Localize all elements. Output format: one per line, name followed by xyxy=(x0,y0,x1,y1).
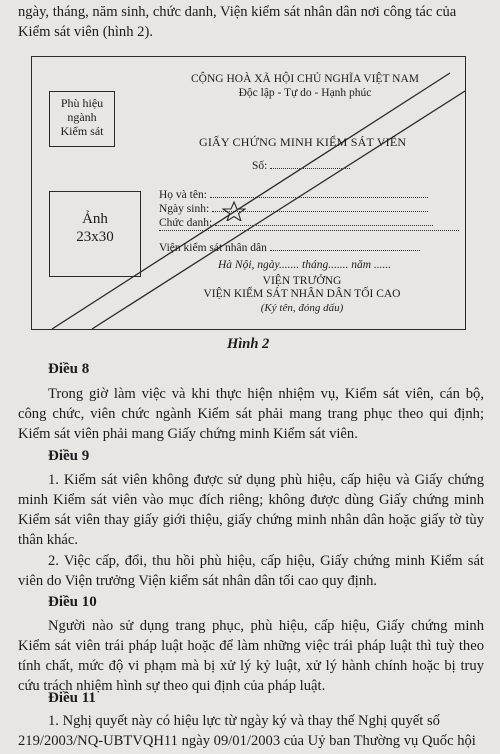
intro-line-2: Kiểm sát viên (hình 2). xyxy=(18,24,153,40)
article-10-heading: Điều 10 xyxy=(48,594,97,610)
badge-line-3: Kiểm sát xyxy=(60,124,104,138)
field-procuracy-dots xyxy=(270,238,420,251)
field-name-dots xyxy=(210,185,428,198)
badge-line-2: ngành xyxy=(67,110,97,124)
field-name-label: Họ và tên: xyxy=(159,189,207,201)
field-title-label: Chức danh: xyxy=(159,217,213,229)
article-8-text: Trong giờ làm việc và khi thực hiện nhiệm vụ, Kiểm sát viên, cán bộ, công chức, viên chức ngành Kiểm sát phải mang trang phục theo qui định; Kiểm sát viên phải mang Giấy chứng minh Kiểm sát viên. xyxy=(18,386,484,442)
photo-size: 23x30 xyxy=(76,229,114,245)
field-dob-label: Ngày sinh: xyxy=(159,203,210,215)
field-procuracy-label: Viện kiểm sát nhân dân xyxy=(159,242,267,254)
sign-note: (Ký tên, đóng dấu) xyxy=(260,302,344,314)
number-dots xyxy=(270,156,350,169)
badge-box xyxy=(49,91,115,147)
card-title: GIẤY CHỨNG MINH KIỂM SÁT VIÊN xyxy=(199,135,407,149)
signer-org: VIỆN KIỂM SÁT NHÂN DÂN TỐI CAO xyxy=(203,288,401,300)
number-row xyxy=(252,156,350,172)
article-8-heading: Điều 8 xyxy=(48,361,90,377)
photo-label: Ảnh xyxy=(82,211,108,227)
blank-line xyxy=(159,229,459,231)
motto: Độc lập - Tự do - Hạnh phúc xyxy=(238,87,372,99)
id-card-figure xyxy=(31,56,466,330)
article-11-line-1: 1. Nghị quyết này có hiệu lực từ ngày ký và thay thế Nghị quyết số xyxy=(48,713,440,729)
star-icon xyxy=(222,201,246,221)
article-10-text: Người nào sử dụng trang phục, phù hiệu, cấp hiệu, Giấy chứng minh Kiểm sát viên trái pháp luật hoặc để làm những việc trái pháp luật thì tuỳ theo tính chất, mức độ vi phạm mà bị xử lý kỷ luật, xử lý hành chính hoặc bị truy cứu trách nhiệm hình sự theo qui định của pháp luật. xyxy=(18,618,484,694)
field-title-dots xyxy=(215,213,433,226)
article-11-line-2: 219/2003/NQ-UBTVQH11 ngày 09/01/2003 của Uỷ ban Thường vụ Quốc hội xyxy=(18,733,476,749)
article-11-heading: Điều 11 xyxy=(48,690,96,706)
photo-box xyxy=(49,191,141,277)
signer-title: VIỆN TRƯỞNG xyxy=(262,275,342,287)
place-date: Hà Nội, ngày....... tháng....... năm ...... xyxy=(218,259,392,271)
field-title xyxy=(159,213,433,229)
article-9-p1: 1. Kiểm sát viên không được sử dụng phù hiệu, cấp hiệu và Giấy chứng minh Kiểm sát viên vào mục đích riêng; không được dùng Giấy chứng minh Kiểm sát viên thay giấy giới thiệu, giấy chứng minh nhân dân hoặc giấy tờ tùy thân khác. xyxy=(18,472,484,548)
field-procuracy xyxy=(159,238,420,254)
article-9-heading: Điều 9 xyxy=(48,448,90,464)
number-label: Số: xyxy=(252,160,268,172)
figure-caption: Hình 2 xyxy=(227,336,270,352)
intro-line-1: ngày, tháng, năm sinh, chức danh, Viện kiểm sát nhân dân nơi công tác của xyxy=(18,4,457,20)
nation-heading: CỘNG HOÀ XÃ HỘI CHỦ NGHĨA VIỆT NAM xyxy=(191,73,419,85)
badge-line-1: Phù hiệu xyxy=(60,96,104,110)
article-9-p2: 2. Việc cấp, đổi, thu hồi phù hiệu, cấp hiệu, Giấy chứng minh Kiểm sát viên do Viện trưởng Viện kiểm sát nhân dân tối cao quy định. xyxy=(18,553,484,589)
